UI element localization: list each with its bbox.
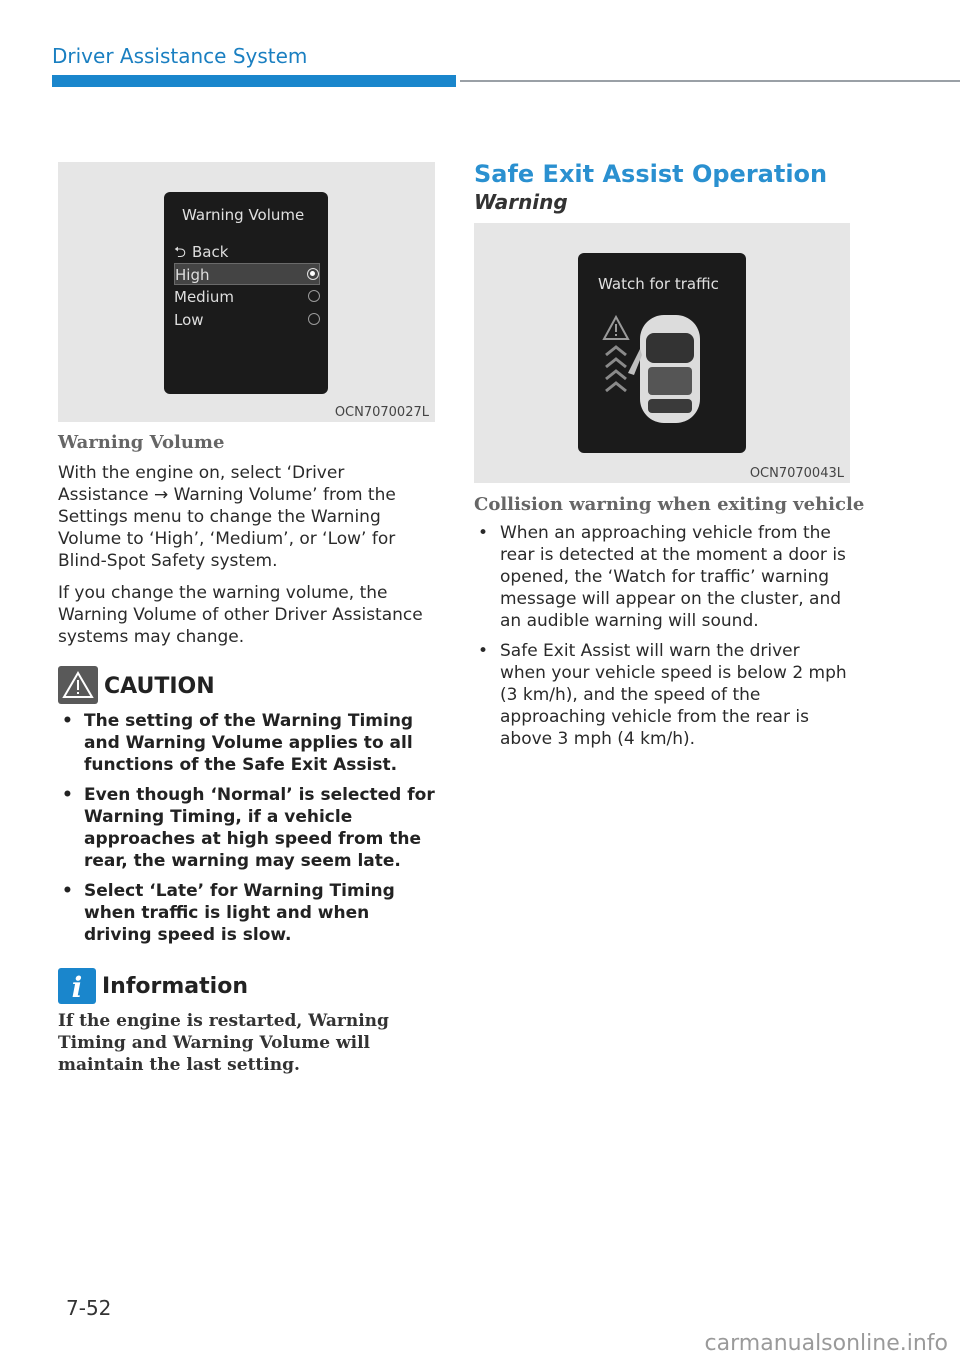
radio-empty-icon: [308, 313, 320, 325]
header-rule-thin: [460, 80, 960, 82]
figure-watch-for-traffic: [474, 223, 850, 483]
back-arrow-icon: ⮌: [174, 243, 187, 261]
warning-triangle-icon: [58, 666, 98, 704]
section-header-title: Driver Assistance System: [52, 44, 308, 68]
radio-selected-icon: [307, 268, 319, 280]
list-item: • Select ‘Late’ for Warning Timing when traffic is light and when driving speed is slow.: [58, 880, 436, 946]
paragraph: With the engine on, select ‘Driver Assistance → Warning Volume’ from the Settings menu to change the Warning Volume to ‘High’, ‘Medium’, or ‘Low’ for Blind-Spot Safety system.: [58, 463, 396, 571]
paragraph: If you change the warning volume, the Warning Volume of other Driver Assistance systems may change.: [58, 583, 423, 647]
list-item: • Safe Exit Assist will warn the driver when your vehicle speed is below 2 mph (3 km/h), and the speed of the approaching vehicle from the rear is above 3 mph (4 km/h).: [474, 640, 850, 750]
menu-item-medium: Medium: [174, 286, 320, 308]
menu-item-low: Low: [174, 309, 320, 331]
figure-code: OCN7070027L: [334, 405, 429, 420]
header-rule-accent: [52, 75, 456, 87]
cluster-screen: [578, 253, 746, 453]
caution-list: [58, 710, 436, 954]
radio-empty-icon: [308, 290, 320, 302]
cluster-screen: [164, 192, 328, 394]
figure-code: OCN7070043L: [749, 466, 844, 481]
collision-heading: Collision warning when exiting vehicle: [474, 494, 865, 515]
collision-list: [474, 522, 850, 758]
info-icon: [58, 968, 96, 1004]
car-topview-icon: [598, 311, 728, 441]
page-number: 7-52: [66, 1296, 112, 1320]
information-title: Information: [102, 974, 248, 999]
watermark: carmanualsonline.info: [704, 1331, 948, 1356]
figure-warning-volume: [58, 162, 435, 422]
section-title: Safe Exit Assist Operation: [474, 160, 828, 188]
warning-volume-body: [58, 462, 438, 658]
section-subtitle: Warning: [474, 190, 568, 214]
screen-title: Warning Volume: [182, 206, 305, 224]
warning-volume-heading: Warning Volume: [58, 432, 225, 453]
menu-item-back: ⮌ Back: [174, 240, 320, 262]
caution-title: CAUTION: [104, 674, 215, 699]
menu-item-high: High: [174, 263, 320, 285]
list-item: • The setting of the Warning Timing and Warning Volume applies to all functions of the Safe Exit Assist.: [58, 710, 436, 776]
svg-text:i: i: [71, 971, 83, 1004]
list-item: • Even though ‘Normal’ is selected for Warning Timing, if a vehicle approaches at high speed from the rear, the warning may seem late.: [58, 784, 436, 872]
screen-title: Watch for traffic: [598, 275, 719, 293]
list-item: • When an approaching vehicle from the rear is detected at the moment a door is opened, the ‘Watch for traffic’ warning message will appear on the cluster, and an audible warning will sound.: [474, 522, 850, 632]
information-text: If the engine is restarted, Warning Timing and Warning Volume will maintain the last setting.: [58, 1011, 389, 1075]
